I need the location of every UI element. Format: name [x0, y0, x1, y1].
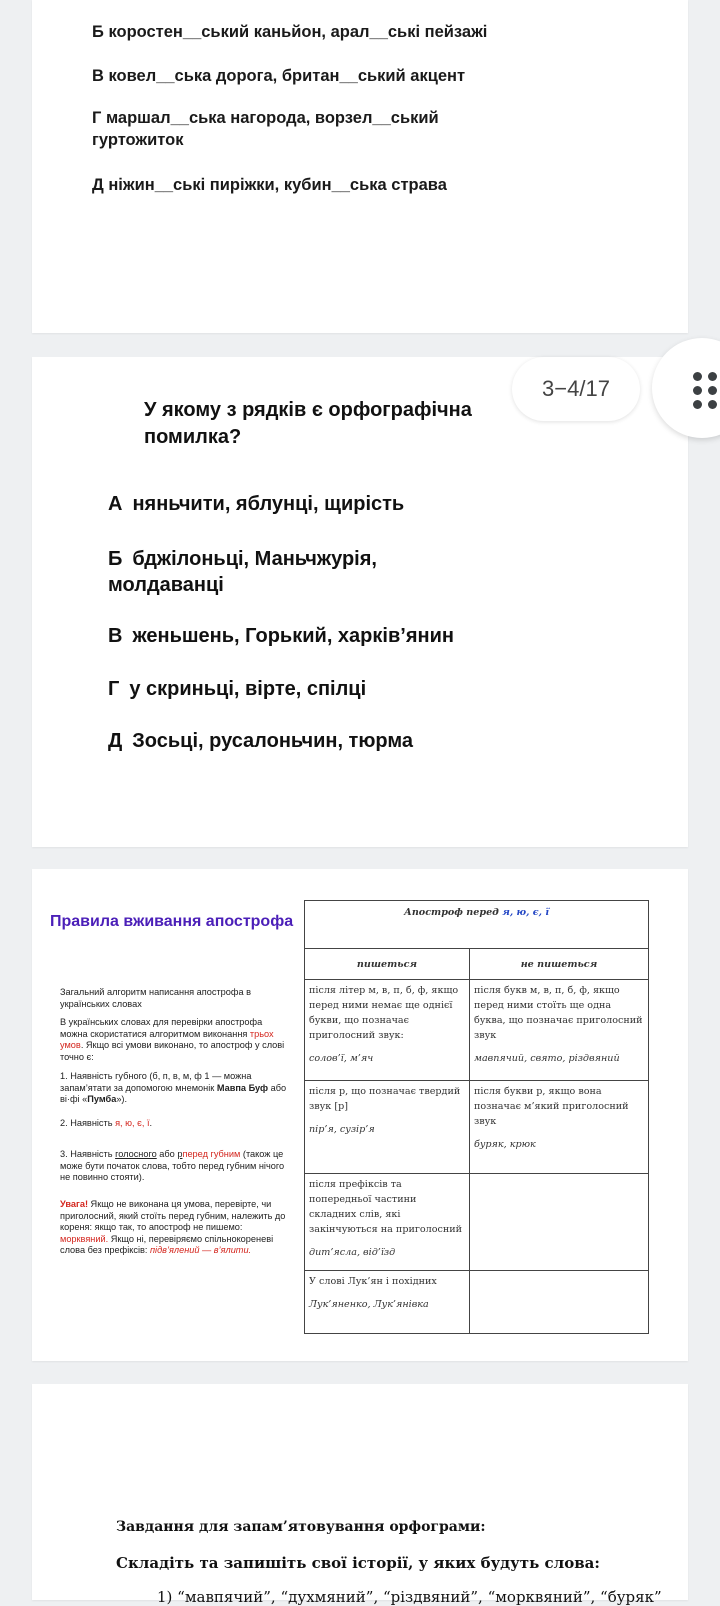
task-heading: Завдання для запам’ятовування орфограми: — [116, 1519, 486, 1535]
option-b-line: Б коростен__ський каньйон, арал__ські пейзажі — [92, 23, 488, 41]
answer-option-h[interactable]: Г у скриньці, вірте, спілці — [108, 678, 367, 700]
task-words: 1) “мавпячий”, “духмяний”, “різдвяний”, “морквяний”, “буряк” — [157, 1588, 662, 1606]
option-h-line: Г маршал__ська нагорода, ворзел__ський гуртожиток — [92, 109, 439, 149]
rules-paragraph: В українських словах для перевірки апострофа можна скористатися алгоритмом виконання трьох умов. Якщо всі умови виконано, то апостроф у слові точно є: — [60, 1017, 285, 1062]
apostrophe-table — [304, 900, 649, 1334]
rules-title: Правила вживання апострофа — [50, 913, 294, 930]
column-not-written: не пишеться — [470, 949, 649, 980]
answer-option-a[interactable]: А няньчити, яблунці, щирість — [108, 493, 405, 515]
column-written: пишеться — [305, 949, 470, 980]
table-cell: після букв м, в, п, б, ф, якщо перед ними стоїть ще одна буква, що позначає приголосний звук мавпячий, свято, різдвяний — [470, 980, 649, 1081]
answer-option-d[interactable]: Д Зосьці, русалоньчин, тюрма — [108, 730, 414, 752]
option-v-line: В ковел__ська дорога, британ__ський акцент — [92, 67, 466, 85]
rules-card — [32, 869, 688, 1361]
task-card — [32, 1384, 688, 1606]
table-cell: після букви р, якщо вона позначає м’який приголосний звук буряк, крюк — [470, 1081, 649, 1174]
answer-option-b[interactable]: Б бджілоньці, Маньчжурія, молдаванці — [108, 548, 377, 596]
slide-counter: 3−4/17 — [512, 357, 640, 421]
table-header: Апостроф перед я, ю, є, ї — [305, 901, 649, 949]
table-cell — [470, 1174, 649, 1271]
table-cell: після префіксів та попередньої частини складних слів, які закінчуються на приголосний дит’ясла, від’їзд — [305, 1174, 470, 1271]
question-title: У якому з рядків є орфографічна помилка? — [144, 399, 472, 448]
rules-warning: Увага! Якщо не виконана ця умова, перевірте, чи приголосний, який стоїть перед губним, належить до кореня: якщо так, то апостроф не пишемо: морквяний. Якщо ні, перевіряємо спільнокореневі слова без префіксів: підв’ялений — в’ялити. — [60, 1199, 286, 1255]
rule-two: 2. Наявність я, ю, є, ї. — [60, 1118, 153, 1128]
grid-icon — [693, 372, 717, 409]
option-d-line: Д ніжин__ські пиріжки, кубин__ська страва — [92, 176, 447, 194]
table-cell: У слові Лук’ян і похідних Лук’яненко, Лук’янівка — [305, 1271, 470, 1334]
task-instruction: Складіть та запишіть свої історії, у яких будуть слова: — [116, 1554, 600, 1572]
table-cell — [470, 1271, 649, 1334]
rule-one: 1. Наявність губного (б, п, в, м, ф 1 — можна запам’ятати за допомогою мнемонік Мавпа Буф або ві·фі «Пумба»). — [60, 1071, 287, 1104]
previous-question-card — [32, 0, 688, 333]
rule-three: 3. Наявність голосного або рперед губним (також це може бути початок слова, тобто перед губним нічого не повинно стояти). — [60, 1149, 285, 1182]
rules-intro: Загальний алгоритм написання апострофа в українських словах — [60, 987, 251, 1009]
answer-option-v[interactable]: В женьшень, Горький, харків’янин — [108, 625, 454, 647]
table-cell: після літер м, в, п, б, ф, якщо перед ними немає ще однієї букви, що позначає приголосний звук: солов’ї, м’яч — [305, 980, 470, 1081]
question-card — [32, 357, 688, 847]
table-cell: після р, що позначає твердий звук [р] пір’я, сузір’я — [305, 1081, 470, 1174]
